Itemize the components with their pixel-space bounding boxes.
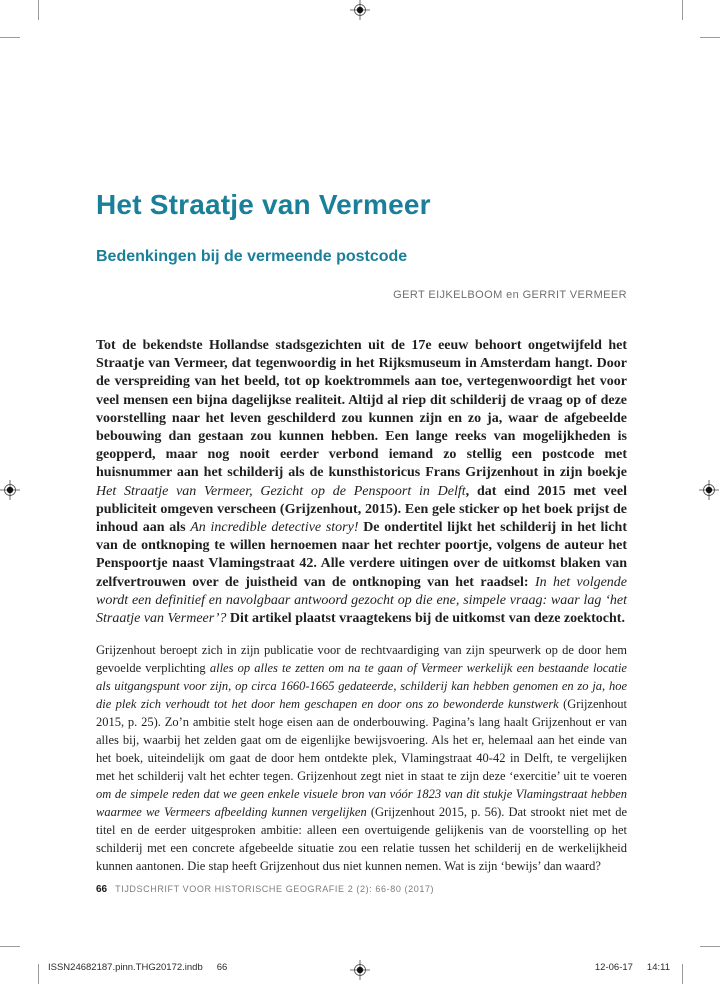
crop-mark	[0, 37, 20, 38]
article-content	[96, 0, 627, 875]
running-footer	[96, 884, 627, 895]
footer-journal-reference: TIJDSCHRIFT VOOR HISTORISCHE GEOGRAFIE 2 (2): 66-80 (2017)	[115, 884, 435, 894]
crop-mark	[700, 946, 720, 947]
registration-mark-icon	[699, 480, 719, 500]
footer-page-number: 66	[96, 884, 108, 895]
registration-mark-icon	[0, 480, 20, 500]
print-slug-right	[595, 962, 670, 973]
body-paragraph: Grijzenhout beroept zich in zijn publicatie voor de rechtvaardiging van zijn speurwerk op de door hem gevoelde verplichting alles op alles te zetten om na te gaan of Vermeer werkelijk een bestaande locatie als uitgangspunt voor zijn, op circa 1660-1665 gedateerde, schilderij kan hebben genomen en zo ja, hoe die plek zich verhoudt tot het door hem geschapen en door ons zo bewonderde kunstwerk (Grijzenhout 2015, p. 25). Zo’n ambitie stelt hoge eisen aan de onderbouwing. Pagina’s lang haalt Grijzenhout er van alles bij, waarbij het zelden gaat om de eigenlijke bewijsvoering. Als het er, helemaal aan het einde van het boek, uiteindelijk om gaat de door hem ontdekte plek, Vlamingstraat 40-42 in Delft, te vergelijken met het schilderij valt het echter tegen. Grijzenhout zegt niet in staat te zijn deze ‘exercitie’ uit te voeren om de simpele reden dat we geen enkele visuele bron van vóór 1823 van dit stukje Vlamingstraat hebben waarmee we Vermeers afbeelding kunnen vergelijken (Grijzenhout 2015, p. 56). Dat strookt niet met de titel en de eerder uitgesproken ambitie: alleen een overtuigende gelijkenis van de voorstelling op het schilderij met een concrete afgebeelde situatie zou een relatie tussen het schilderij en de werkelijkheid kunnen aantonen. Die stap heeft Grijzenhout dus niet kunnen nemen. Wat is zijn ‘bewijs’ dan waard?	[96, 643, 627, 874]
crop-mark	[38, 964, 39, 984]
crop-mark	[38, 0, 39, 20]
slug-time: 14:11	[646, 962, 670, 973]
slug-page-number: 66	[216, 962, 228, 973]
slug-date: 12-06-17	[594, 962, 633, 973]
crop-mark	[682, 964, 683, 984]
crop-mark	[0, 946, 20, 947]
registration-mark-icon	[350, 960, 370, 980]
page-title: Het Straatje van Vermeer	[96, 189, 431, 220]
print-slug-left	[48, 962, 227, 973]
lead-paragraph: Tot de bekendste Hollandse stadsgezichten uit de 17e eeuw behoort ongetwijfeld het Straatje van Vermeer, dat tegenwoordig in het Rijksmuseum in Amsterdam hangt. Door de verspreiding van het beeld, tot op koektrommels aan toe, vertegenwoordigt het voor veel mensen een bijna dagelijkse realiteit. Altijd al riep dit schilderij de vraag op of deze voorstelling naar het leven geschilderd zou kunnen zijn en zo ja, waar de afgebeelde bebouwing dan gestaan zou kunnen hebben. Een lange reeks van mogelijkheden is geopperd, maar nog nooit eerder verbond iemand zo stellig een postcode met huisnummer aan het schilderij als de kunsthistoricus Frans Grijzenhout in zijn boekje Het Straatje van Vermeer, Gezicht op de Penspoort in Delft, dat eind 2015 met veel publiciteit omgeven verscheen (Grijzenhout, 2015). Een gele sticker op het boek prijst de inhoud aan als An incredible detective story! De ondertitel lijkt het schilderij in het licht van de ontknoping te willen hernoemen naar het rechter poortje, volgens de auteur het Penspoortje naast Vlamingstraat 42. Alle verdere uitingen over de uitkomst blaken van zelfvertrouwen over de juistheid van de ontknoping van het raadsel: In het volgende wordt een definitief en navolgbaar antwoord gezocht op die ene, simpele vraag: waar lag ‘het Straatje van Vermeer’? Dit artikel plaatst vraagtekens bij de uitkomst van deze zoektocht.	[96, 338, 628, 627]
page-subtitle: Bedenkingen bij de vermeende postcode	[96, 248, 408, 265]
crop-mark	[682, 0, 683, 20]
authors-line: GERT EIJKELBOOM en GERRIT VERMEER	[393, 289, 627, 301]
slug-file-name: ISSN24682187.pinn.THG20172.indb	[48, 962, 203, 973]
crop-mark	[700, 37, 720, 38]
